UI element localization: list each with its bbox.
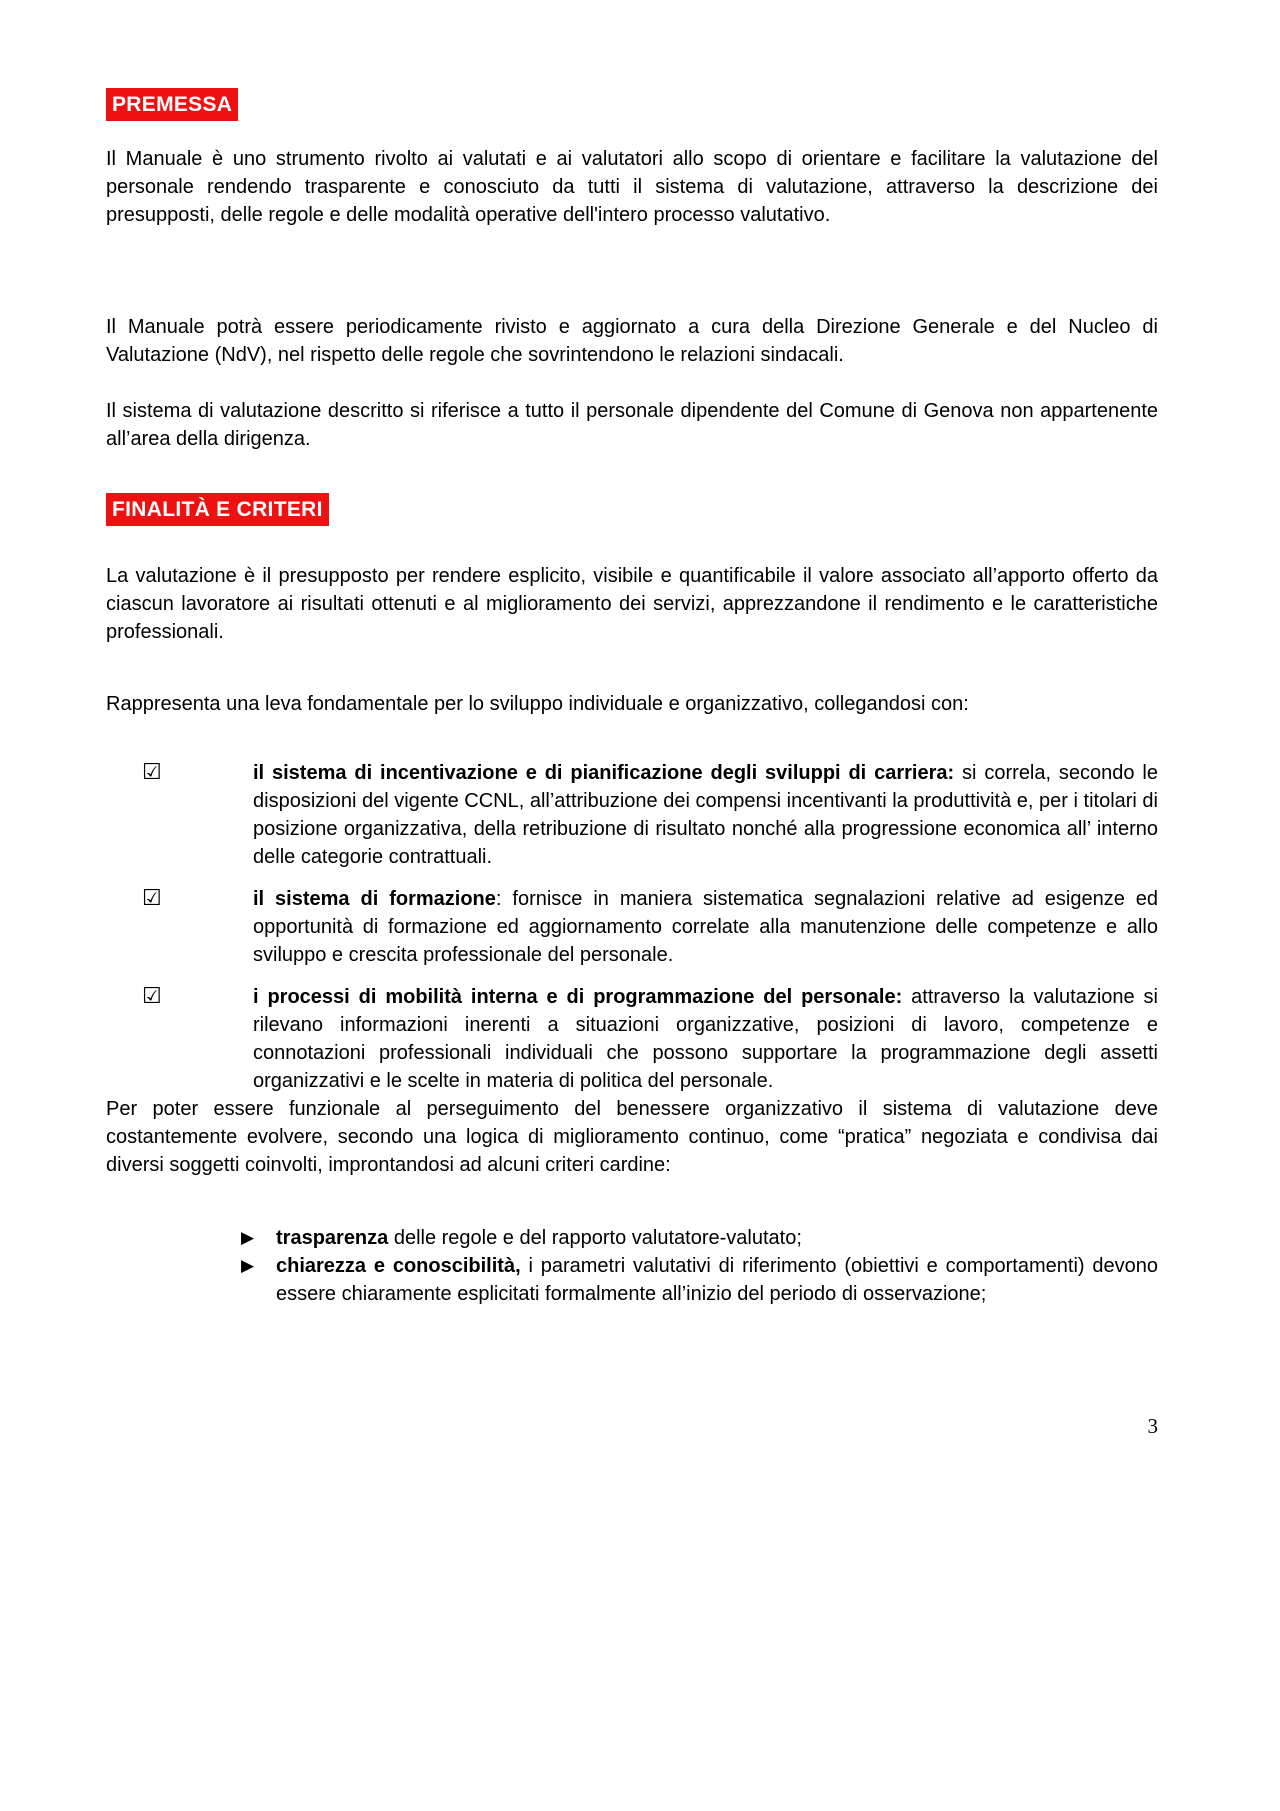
arrow-item-lead: trasparenza xyxy=(276,1227,389,1249)
arrow-bullet-icon: ▶ xyxy=(241,1228,255,1248)
checkbox-checked-icon: ☑ xyxy=(142,886,162,911)
arrow-item-lead: chiarezza e conoscibilità, xyxy=(276,1255,521,1277)
paragraph-manuale-aggiornamento: Il Manuale potrà essere periodicamente rivisto e aggiornato a cura della Direzione Generale e del Nucleo di Valutazione (NdV), nel rispetto delle regole che sovrintendono le relazioni sindacali. xyxy=(106,316,1158,366)
document-content xyxy=(106,88,1158,1440)
arrow-item-trasparenza xyxy=(106,1224,1158,1252)
checklist-item-rest: si correla, secondo le disposizioni del vigente CCNL, all’attribuzione dei compensi incentivanti la produttività e, per i titolari di posizione organizzativa, della retribuzione di risultato nonché alla progressione economica all’ interno delle categorie contrattuali. xyxy=(253,762,1158,868)
checklist-item-formazione xyxy=(106,885,1158,969)
checklist-item-text xyxy=(253,983,1158,1095)
checklist-item-lead: il sistema di formazione xyxy=(253,888,496,910)
paragraph-manuale-scopo: Il Manuale è uno strumento rivolto ai valutati e ai valutatori allo scopo di orientare e facilitare la valutazione del personale rendendo trasparente e conosciuto da tutti il sistema di valutazione, attraverso la descrizione dei presupposti, delle regole e delle modalità operative dell'intero processo valutativo. xyxy=(106,148,1158,226)
arrow-item-text xyxy=(276,1252,1158,1308)
checklist-item-text xyxy=(253,759,1158,871)
checklist-item-lead: il sistema di incentivazione e di pianificazione degli sviluppi di carriera: xyxy=(253,762,955,784)
paragraph-leva-fondamentale: Rappresenta una leva fondamentale per lo sviluppo individuale e organizzativo, collegandosi con: xyxy=(106,693,969,715)
checkbox-checked-icon: ☑ xyxy=(142,984,162,1009)
checklist-item-rest: : fornisce in maniera sistematica segnalazioni relative ad esigenze ed opportunità di formazione ed aggiornamento correlate alla manutenzione delle competenze e allo sviluppo e crescita professionale del personale. xyxy=(253,888,1158,966)
paragraph-valutazione-presupposto: La valutazione è il presupposto per rendere esplicito, visibile e quantificabile il valore associato all’apporto offerto da ciascun lavoratore ai risultati ottenuti e al miglioramento dei servizi, apprezzandone il rendimento e le caratteristiche professionali. xyxy=(106,565,1158,643)
arrow-item-chiarezza xyxy=(106,1252,1158,1308)
arrow-item-text xyxy=(276,1224,1158,1252)
paragraph-sistema-destinatari: Il sistema di valutazione descritto si riferisce a tutto il personale dipendente del Comune di Genova non appartenente all’area della dirigenza. xyxy=(106,400,1158,450)
arrow-item-rest: i parametri valutativi di riferimento (obiettivi e comportamenti) devono essere chiaramente esplicitati formalmente all’inizio del periodo di osservazione; xyxy=(276,1255,1158,1305)
checklist-item-lead: i processi di mobilità interna e di programmazione del personale: xyxy=(253,986,903,1008)
heading-premessa: PREMESSA xyxy=(106,88,238,121)
arrow-bullet-icon: ▶ xyxy=(241,1256,255,1276)
paragraph-benessere-organizzativo: Per poter essere funzionale al perseguimento del benessere organizzativo il sistema di valutazione deve costantemente evolvere, secondo una logica di miglioramento continuo, come “pratica” negoziata e condivisa dai diversi soggetti coinvolti, improntandosi ad alcuni criteri cardine: xyxy=(106,1098,1158,1176)
heading-finalita-criteri: FINALITÀ E CRITERI xyxy=(106,493,329,526)
checklist-item-mobilita xyxy=(106,983,1158,1095)
checkbox-checked-icon: ☑ xyxy=(142,760,162,785)
page-number: 3 xyxy=(1147,1414,1158,1438)
checklist-item-text xyxy=(253,885,1158,969)
checklist xyxy=(106,759,1158,1095)
checklist-item-rest: attraverso la valutazione si rilevano informazioni inerenti a situazioni organizzative, posizioni di lavoro, competenze e connotazioni professionali individuali che possono supportare la programmazione degli assetti organizzativi e le scelte in materia di politica del personale. xyxy=(253,986,1158,1092)
arrow-item-rest: delle regole e del rapporto valutatore-valutato; xyxy=(388,1227,802,1249)
checklist-item-incentivazione xyxy=(106,759,1158,871)
arrow-list xyxy=(106,1224,1158,1308)
